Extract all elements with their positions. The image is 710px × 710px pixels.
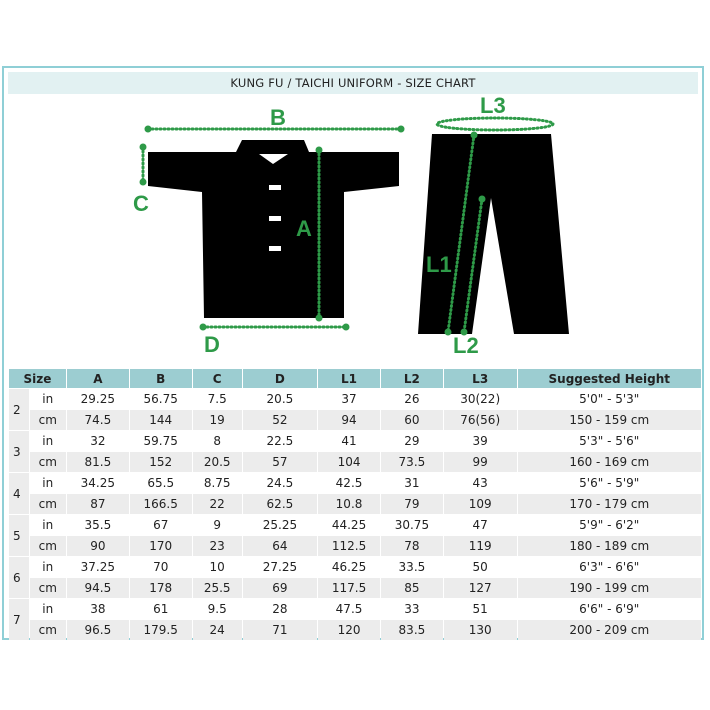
chart-title: KUNG FU / TAICHI UNIFORM - SIZE CHART xyxy=(8,72,698,94)
cell-height: 5'9" - 6'2" xyxy=(518,515,702,535)
label-c: C xyxy=(133,191,149,216)
cell-c: 24 xyxy=(193,620,242,640)
uniform-diagram xyxy=(4,68,702,368)
table-row xyxy=(9,452,701,472)
cell-a: 96.5 xyxy=(67,620,129,640)
cell-d: 28 xyxy=(243,599,317,619)
label-a: A xyxy=(296,216,312,241)
cell-height: 5'3" - 5'6" xyxy=(518,431,702,451)
table-row xyxy=(9,557,701,577)
header-l2: L2 xyxy=(381,369,443,388)
table-row xyxy=(9,515,701,535)
cell-b: 65.5 xyxy=(130,473,192,493)
cell-b: 170 xyxy=(130,536,192,556)
cell-c: 22 xyxy=(193,494,242,514)
size-chart-frame xyxy=(2,66,704,640)
unit-cell: in xyxy=(30,389,66,409)
cell-l2: 30.75 xyxy=(381,515,443,535)
cell-b: 166.5 xyxy=(130,494,192,514)
table-row xyxy=(9,494,701,514)
table-row xyxy=(9,410,701,430)
cell-c: 8 xyxy=(193,431,242,451)
cell-height: 160 - 169 cm xyxy=(518,452,702,472)
cell-l3: 130 xyxy=(444,620,517,640)
cell-l2: 31 xyxy=(381,473,443,493)
cell-b: 152 xyxy=(130,452,192,472)
cell-l3: 127 xyxy=(444,578,517,598)
cell-l1: 47.5 xyxy=(318,599,380,619)
cell-height: 5'6" - 5'9" xyxy=(518,473,702,493)
label-d: D xyxy=(204,332,220,357)
cell-l1: 46.25 xyxy=(318,557,380,577)
cell-b: 56.75 xyxy=(130,389,192,409)
header-a: A xyxy=(67,369,129,388)
cell-l3: 51 xyxy=(444,599,517,619)
cell-l1: 112.5 xyxy=(318,536,380,556)
cell-l3: 30(22) xyxy=(444,389,517,409)
cell-b: 70 xyxy=(130,557,192,577)
header-size: Size xyxy=(9,369,66,388)
cell-a: 37.25 xyxy=(67,557,129,577)
cell-d: 27.25 xyxy=(243,557,317,577)
header-suggested-height: Suggested Height xyxy=(518,369,702,388)
cell-c: 9.5 xyxy=(193,599,242,619)
cell-l1: 104 xyxy=(318,452,380,472)
cell-a: 35.5 xyxy=(67,515,129,535)
cell-b: 59.75 xyxy=(130,431,192,451)
cell-c: 7.5 xyxy=(193,389,242,409)
size-number-cell: 2 xyxy=(9,389,29,430)
cell-l3: 109 xyxy=(444,494,517,514)
cell-l2: 33.5 xyxy=(381,557,443,577)
cell-c: 10 xyxy=(193,557,242,577)
label-l3: L3 xyxy=(480,93,506,118)
cell-c: 9 xyxy=(193,515,242,535)
cell-l2: 33 xyxy=(381,599,443,619)
cell-l2: 78 xyxy=(381,536,443,556)
cell-d: 22.5 xyxy=(243,431,317,451)
cell-d: 20.5 xyxy=(243,389,317,409)
table-row xyxy=(9,536,701,556)
table-row xyxy=(9,389,701,409)
cell-a: 29.25 xyxy=(67,389,129,409)
unit-cell: in xyxy=(30,557,66,577)
cell-c: 20.5 xyxy=(193,452,242,472)
size-number-cell: 5 xyxy=(9,515,29,556)
cell-a: 94.5 xyxy=(67,578,129,598)
unit-cell: in xyxy=(30,599,66,619)
cell-b: 144 xyxy=(130,410,192,430)
unit-cell: in xyxy=(30,431,66,451)
cell-l3: 76(56) xyxy=(444,410,517,430)
label-l1: L1 xyxy=(426,252,452,277)
table-body xyxy=(9,389,701,640)
cell-height: 180 - 189 cm xyxy=(518,536,702,556)
cell-b: 179.5 xyxy=(130,620,192,640)
cell-a: 90 xyxy=(67,536,129,556)
cell-height: 6'3" - 6'6" xyxy=(518,557,702,577)
table-row xyxy=(9,473,701,493)
cell-d: 62.5 xyxy=(243,494,317,514)
cell-height: 5'0" - 5'3" xyxy=(518,389,702,409)
header-l3: L3 xyxy=(444,369,517,388)
cell-l2: 83.5 xyxy=(381,620,443,640)
cell-l1: 120 xyxy=(318,620,380,640)
unit-cell: cm xyxy=(30,536,66,556)
cell-l3: 119 xyxy=(444,536,517,556)
cell-l2: 60 xyxy=(381,410,443,430)
cell-b: 67 xyxy=(130,515,192,535)
cell-height: 150 - 159 cm xyxy=(518,410,702,430)
table-row xyxy=(9,578,701,598)
cell-l2: 26 xyxy=(381,389,443,409)
unit-cell: cm xyxy=(30,578,66,598)
cell-c: 19 xyxy=(193,410,242,430)
label-b: B xyxy=(270,105,286,130)
cell-l3: 43 xyxy=(444,473,517,493)
cell-d: 69 xyxy=(243,578,317,598)
unit-cell: cm xyxy=(30,620,66,640)
cell-height: 6'6" - 6'9" xyxy=(518,599,702,619)
size-number-cell: 6 xyxy=(9,557,29,598)
cell-l2: 29 xyxy=(381,431,443,451)
cell-l2: 79 xyxy=(381,494,443,514)
cell-c: 8.75 xyxy=(193,473,242,493)
cell-l1: 44.25 xyxy=(318,515,380,535)
cell-d: 25.25 xyxy=(243,515,317,535)
cell-d: 57 xyxy=(243,452,317,472)
unit-cell: cm xyxy=(30,410,66,430)
table-header-row xyxy=(9,369,701,388)
cell-l1: 10.8 xyxy=(318,494,380,514)
cell-height: 200 - 209 cm xyxy=(518,620,702,640)
cell-l3: 99 xyxy=(444,452,517,472)
size-number-cell: 3 xyxy=(9,431,29,472)
measure-line-l3 xyxy=(437,118,553,130)
cell-height: 170 - 179 cm xyxy=(518,494,702,514)
cell-l3: 47 xyxy=(444,515,517,535)
size-table xyxy=(8,368,702,641)
cell-a: 32 xyxy=(67,431,129,451)
cell-a: 87 xyxy=(67,494,129,514)
unit-cell: cm xyxy=(30,494,66,514)
cell-l2: 85 xyxy=(381,578,443,598)
cell-d: 64 xyxy=(243,536,317,556)
header-b: B xyxy=(130,369,192,388)
unit-cell: in xyxy=(30,515,66,535)
cell-l1: 94 xyxy=(318,410,380,430)
cell-a: 81.5 xyxy=(67,452,129,472)
cell-l1: 42.5 xyxy=(318,473,380,493)
cell-a: 34.25 xyxy=(67,473,129,493)
label-l2: L2 xyxy=(453,333,479,358)
header-l1: L1 xyxy=(318,369,380,388)
cell-l1: 117.5 xyxy=(318,578,380,598)
cell-c: 23 xyxy=(193,536,242,556)
cell-l3: 39 xyxy=(444,431,517,451)
pants-illustration xyxy=(418,134,569,334)
jacket-illustration xyxy=(148,140,399,318)
size-number-cell: 7 xyxy=(9,599,29,640)
cell-b: 61 xyxy=(130,599,192,619)
cell-a: 74.5 xyxy=(67,410,129,430)
header-d: D xyxy=(243,369,317,388)
cell-b: 178 xyxy=(130,578,192,598)
cell-l3: 50 xyxy=(444,557,517,577)
table-row xyxy=(9,620,701,640)
unit-cell: cm xyxy=(30,452,66,472)
cell-d: 24.5 xyxy=(243,473,317,493)
table-row xyxy=(9,599,701,619)
cell-l1: 41 xyxy=(318,431,380,451)
cell-height: 190 - 199 cm xyxy=(518,578,702,598)
cell-c: 25.5 xyxy=(193,578,242,598)
cell-d: 71 xyxy=(243,620,317,640)
size-number-cell: 4 xyxy=(9,473,29,514)
unit-cell: in xyxy=(30,473,66,493)
cell-l2: 73.5 xyxy=(381,452,443,472)
cell-a: 38 xyxy=(67,599,129,619)
table-row xyxy=(9,431,701,451)
cell-d: 52 xyxy=(243,410,317,430)
header-c: C xyxy=(193,369,242,388)
cell-l1: 37 xyxy=(318,389,380,409)
